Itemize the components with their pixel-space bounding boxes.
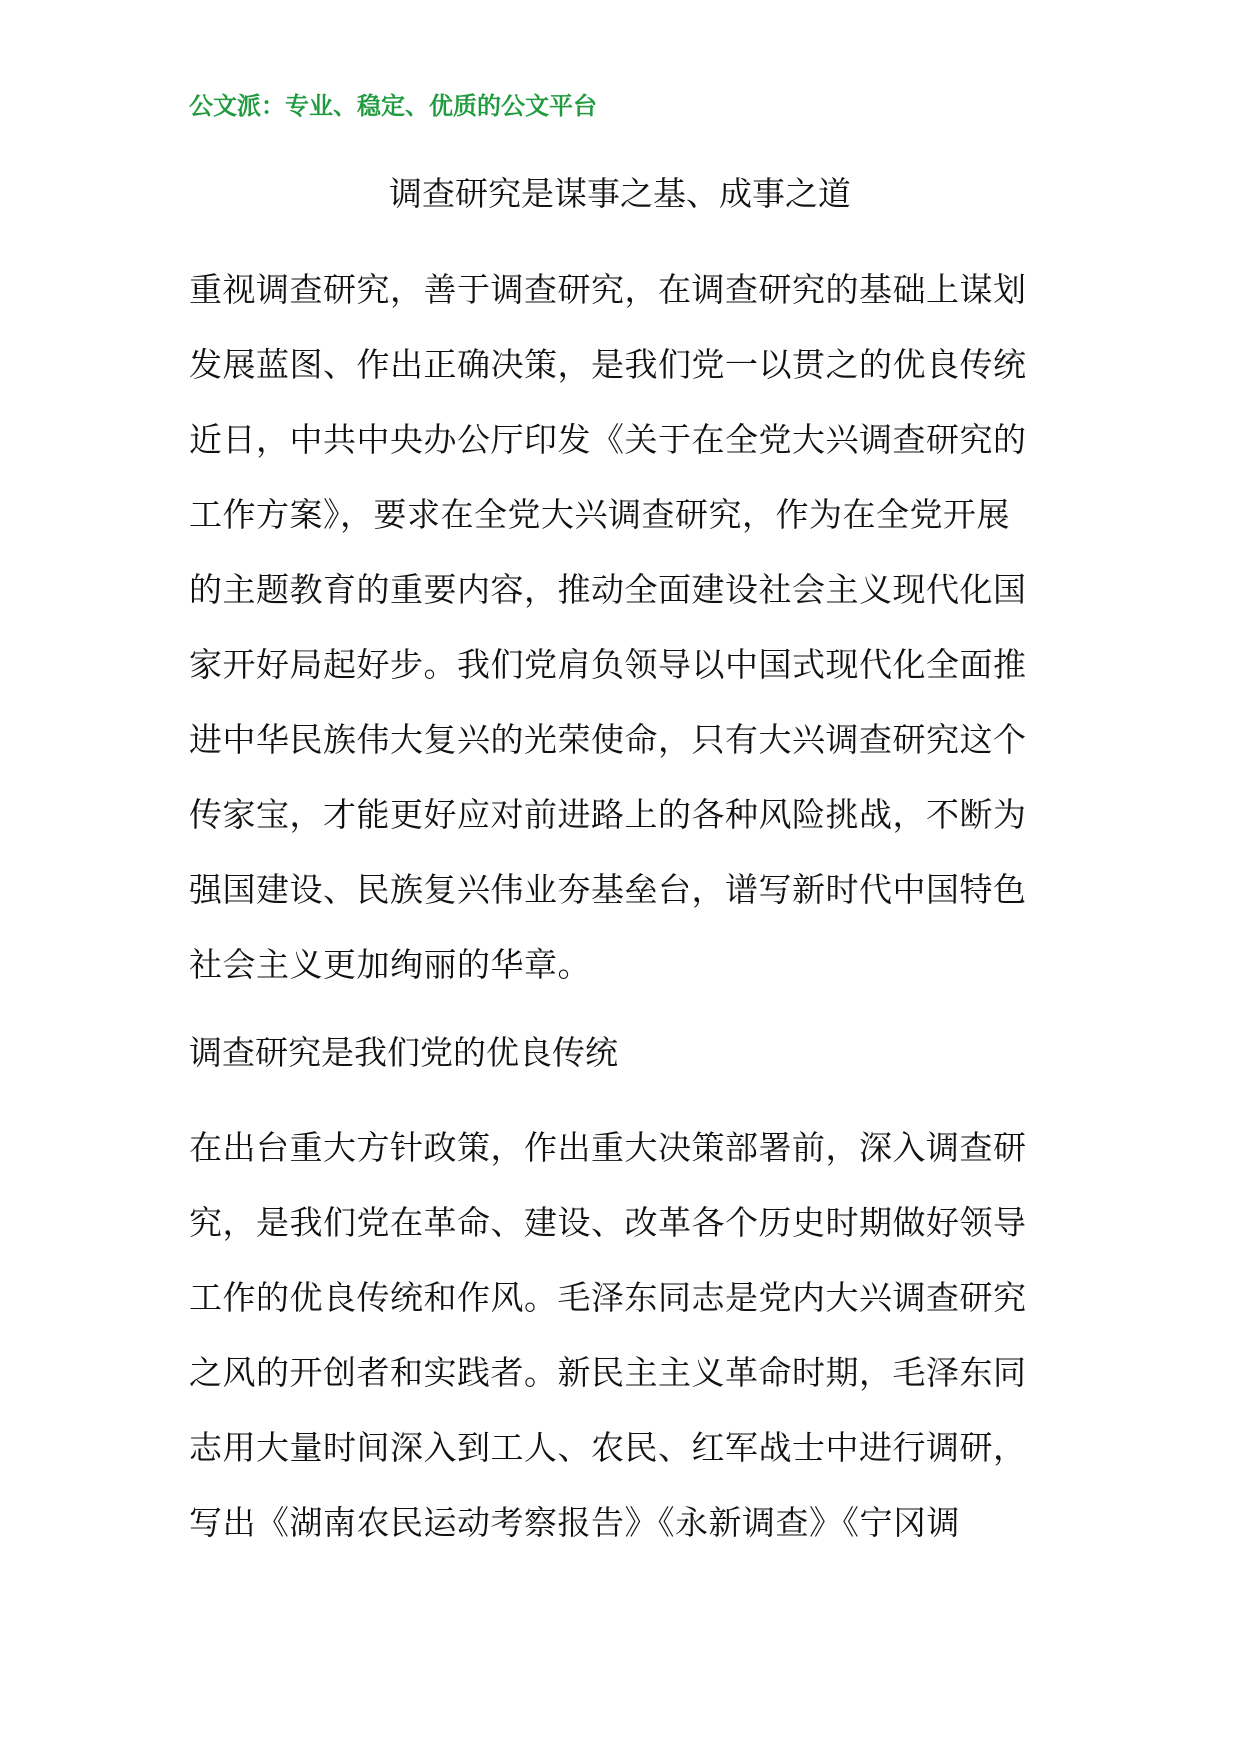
paragraph-tradition <box>189 1110 1051 1560</box>
text-line: 志用大量时间深入到工人、农民、红军战士中进行调研， <box>189 1428 1027 1467</box>
text-line: 在出台重大方针政策，作出重大决策部署前，深入调查研 <box>189 1128 1027 1167</box>
paragraph-intro <box>189 252 1051 1002</box>
text-line: 之风的开创者和实践者。新民主主义革命时期，毛泽东同 <box>189 1353 1027 1392</box>
section-subheading: 调查研究是我们党的优良传统 <box>189 1033 618 1072</box>
text-line: 近日，中共中央办公厅印发《关于在全党大兴调查研究的 <box>189 420 1027 459</box>
document-title: 调查研究是谋事之基、成事之道 <box>389 174 851 213</box>
text-line: 社会主义更加绚丽的华章。 <box>189 945 591 984</box>
text-line: 究，是我们党在革命、建设、改革各个历史时期做好领导 <box>189 1203 1027 1242</box>
text-line: 重视调查研究，善于调查研究，在调查研究的基础上谋划 <box>189 270 1027 309</box>
text-line: 工作的优良传统和作风。毛泽东同志是党内大兴调查研究 <box>189 1278 1027 1317</box>
header-brand: 公文派：专业、稳定、优质的公文平台 <box>189 92 597 120</box>
text-line: 传家宝，才能更好应对前进路上的各种风险挑战，不断为 <box>189 795 1027 834</box>
text-line: 家开好局起好步。我们党肩负领导以中国式现代化全面推 <box>189 645 1027 684</box>
text-line: 强国建设、民族复兴伟业夯基垒台，谱写新时代中国特色 <box>189 870 1027 909</box>
text-line: 进中华民族伟大复兴的光荣使命，只有大兴调查研究这个 <box>189 720 1027 759</box>
text-line: 写出《湖南农民运动考察报告》《永新调查》《宁冈调 <box>189 1503 960 1542</box>
text-line: 发展蓝图、作出正确决策，是我们党一以贯之的优良传统 <box>189 345 1027 384</box>
text-line: 的主题教育的重要内容，推动全面建设社会主义现代化国 <box>189 570 1027 609</box>
text-line: 工作方案》，要求在全党大兴调查研究，作为在全党开展 <box>189 495 1010 534</box>
